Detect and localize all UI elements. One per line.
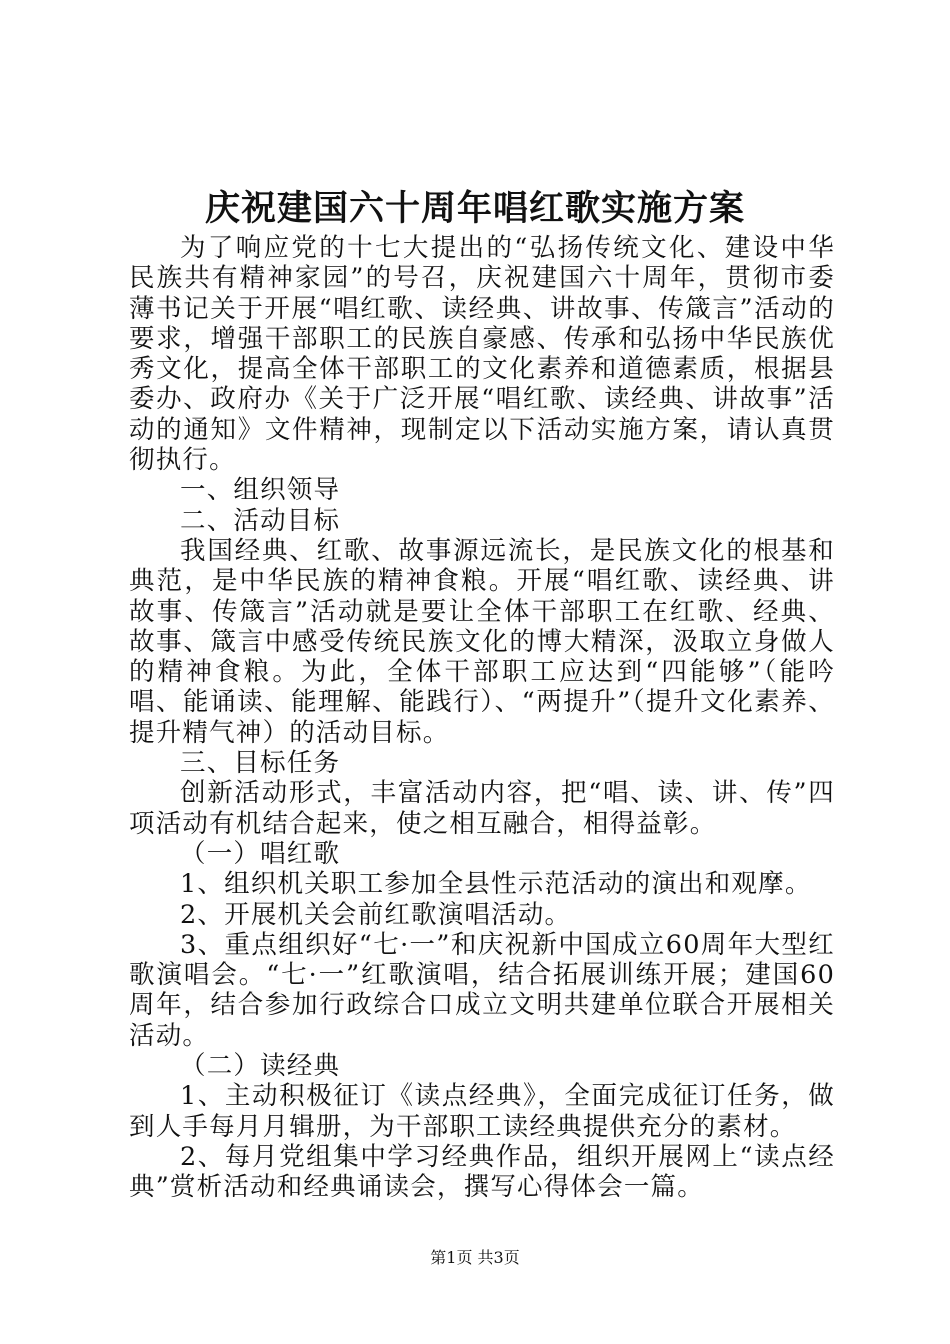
paragraph-goals: 我国经典、红歌、故事源远流长，是民族文化的根基和典范，是中华民族的精神食粮。开展“唱红歌、读经典、讲故事、传箴言”活动就是要让全体干部职工在红歌、经典、故事、箴言中感受传统民族文化的博大精深，汲取立身做人的精神食粮。为此，全体干部职工应达到“四能够”（能吟唱、能诵读、能理解、能践行）、“两提升”（提升文化素养、提升精气神）的活动目标。 — [129, 535, 835, 748]
list-item: 3、重点组织好“七·一”和庆祝新中国成立60周年大型红歌演唱会。“七·一”红歌演唱，结合拓展训练开展；建国60周年，结合参加行政综合口成立文明共建单位联合开展相关活动。 — [129, 929, 835, 1051]
list-item: 2、开展机关会前红歌演唱活动。 — [180, 899, 572, 930]
heading-goals: 二、活动目标 — [180, 505, 341, 536]
heading-organization: 一、组织领导 — [180, 475, 341, 506]
paragraph-intro: 为了响应党的十七大提出的“弘扬传统文化、建设中华民族共有精神家园”的号召，庆祝建国六十周年，贯彻市委薄书记关于开展“唱红歌、读经典、讲故事、传箴言”活动的要求，增强干部职工的民族自豪感、传承和弘扬中华民族优秀文化，提高全体干部职工的文化素养和道德素质，根据县委办、政府办《关于广泛开展“唱红歌、读经典、讲故事”活动的通知》文件精神，现制定以下活动实施方案，请认真贯彻执行。 — [129, 233, 835, 476]
heading-tasks: 三、目标任务 — [180, 748, 341, 779]
paragraph-tasks: 创新活动形式，丰富活动内容，把“唱、读、讲、传”四项活动有机结合起来，使之相互融合，相得益彰。 — [129, 778, 835, 839]
subheading-read-classics: （二）读经典 — [180, 1051, 341, 1082]
subheading-sing-red-songs: （一）唱红歌 — [180, 838, 341, 869]
document-title: 庆祝建国六十周年唱红歌实施方案 — [204, 188, 745, 229]
list-item: 1、主动积极征订《读点经典》，全面完成征订任务，做到人手每月月辑册，为干部职工读经典提供充分的素材。 — [129, 1081, 835, 1142]
page-number-footer: 第1页 共3页 — [430, 1248, 520, 1267]
document-body — [129, 233, 835, 1203]
list-item: 2、每月党组集中学习经典作品，组织开展网上“读点经典”赏析活动和经典诵读会，撰写心得体会一篇。 — [129, 1141, 835, 1203]
list-item: 1、组织机关职工参加全县性示范活动的演出和观摩。 — [180, 869, 812, 900]
